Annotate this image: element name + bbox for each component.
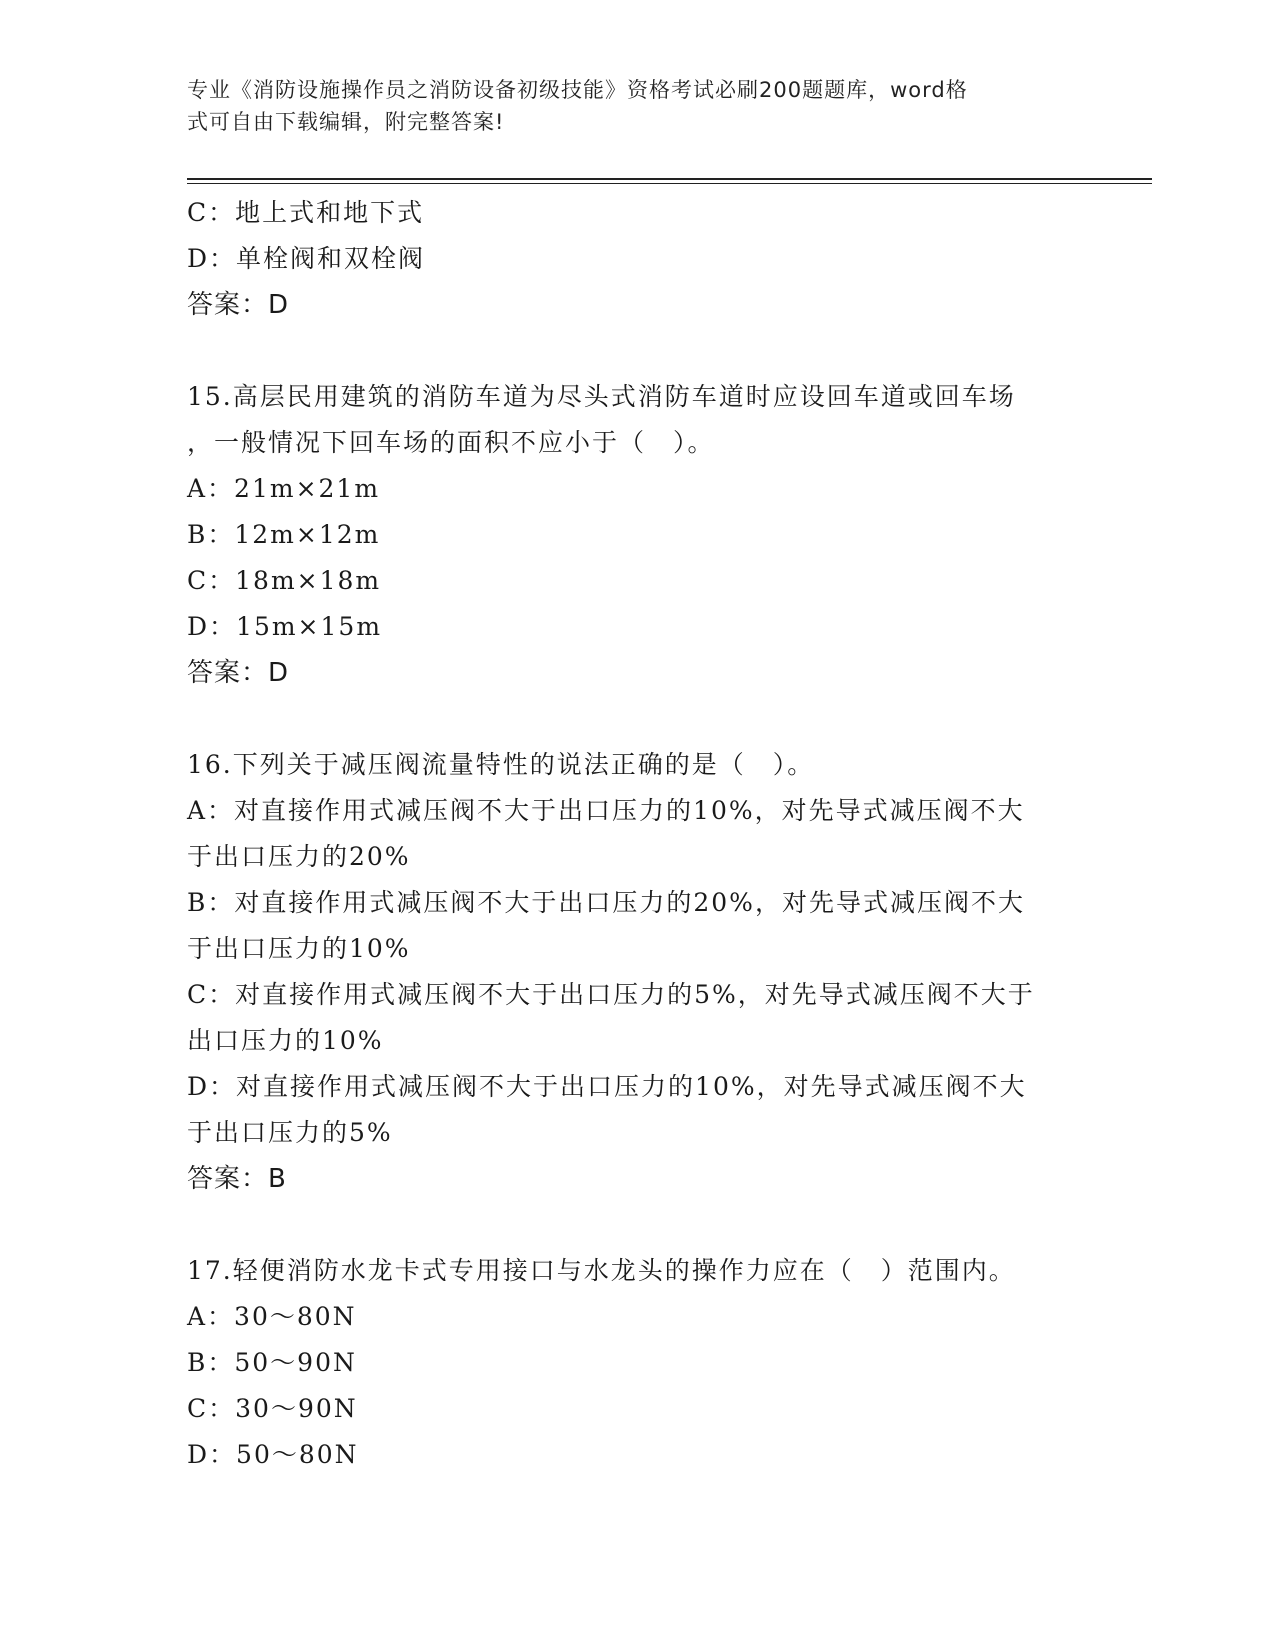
- document-body: [187, 190, 1087, 1478]
- answer: 答案：D: [187, 658, 290, 688]
- option-b: B：12m×12m: [187, 520, 381, 549]
- option-a: A：对直接作用式减压阀不大于出口压力的10%，对先导式减压阀不大: [187, 796, 1025, 825]
- answer: 答案：D: [187, 290, 290, 320]
- option-b: B：50～90N: [187, 1348, 357, 1377]
- option-d: D：单栓阀和双栓阀: [187, 244, 426, 273]
- question-stem-continued: ，一般情况下回车场的面积不应小于（ ）。: [187, 428, 715, 457]
- option-b: B：对直接作用式减压阀不大于出口压力的20%，对先导式减压阀不大: [187, 888, 1025, 917]
- header-divider-thin: [187, 183, 1152, 184]
- spacer: [187, 696, 1087, 742]
- option-c: C：对直接作用式减压阀不大于出口压力的5%，对先导式减压阀不大于: [187, 980, 1035, 1009]
- option-a: A：21m×21m: [187, 474, 381, 503]
- question-stem: 16.下列关于减压阀流量特性的说法正确的是（ ）。: [187, 750, 815, 779]
- header-divider-thick: [187, 178, 1152, 180]
- question-17: [187, 1248, 1087, 1478]
- question-stem: 15.高层民用建筑的消防车道为尽头式消防车道时应设回车道或回车场: [187, 382, 1016, 411]
- option-a: A：30～80N: [187, 1302, 357, 1331]
- question-14: [187, 190, 1087, 328]
- option-d: D：15m×15m: [187, 612, 383, 641]
- question-15: [187, 374, 1087, 696]
- option-d: D：50～80N: [187, 1440, 359, 1469]
- option-c-continued: 出口压力的10%: [187, 1026, 384, 1055]
- option-d: D：对直接作用式减压阀不大于出口压力的10%，对先导式减压阀不大: [187, 1072, 1027, 1101]
- option-c: C：30～90N: [187, 1394, 358, 1423]
- header-line-2: 式可自由下载编辑，附完整答案!: [187, 110, 505, 134]
- question-16: [187, 742, 1087, 1202]
- spacer: [187, 1202, 1087, 1248]
- header-line-1: 专业《消防设施操作员之消防设备初级技能》资格考试必刷200题题库，word格: [187, 78, 968, 102]
- question-stem: 17.轻便消防水龙卡式专用接口与水龙头的操作力应在（ ）范围内。: [187, 1256, 1016, 1285]
- option-c: C：18m×18m: [187, 566, 382, 595]
- answer: 答案：B: [187, 1164, 287, 1194]
- option-b-continued: 于出口压力的10%: [187, 934, 411, 963]
- document-header: [187, 74, 1067, 138]
- spacer: [187, 328, 1087, 374]
- option-a-continued: 于出口压力的20%: [187, 842, 411, 871]
- option-c: C：地上式和地下式: [187, 198, 425, 227]
- option-d-continued: 于出口压力的5%: [187, 1118, 393, 1147]
